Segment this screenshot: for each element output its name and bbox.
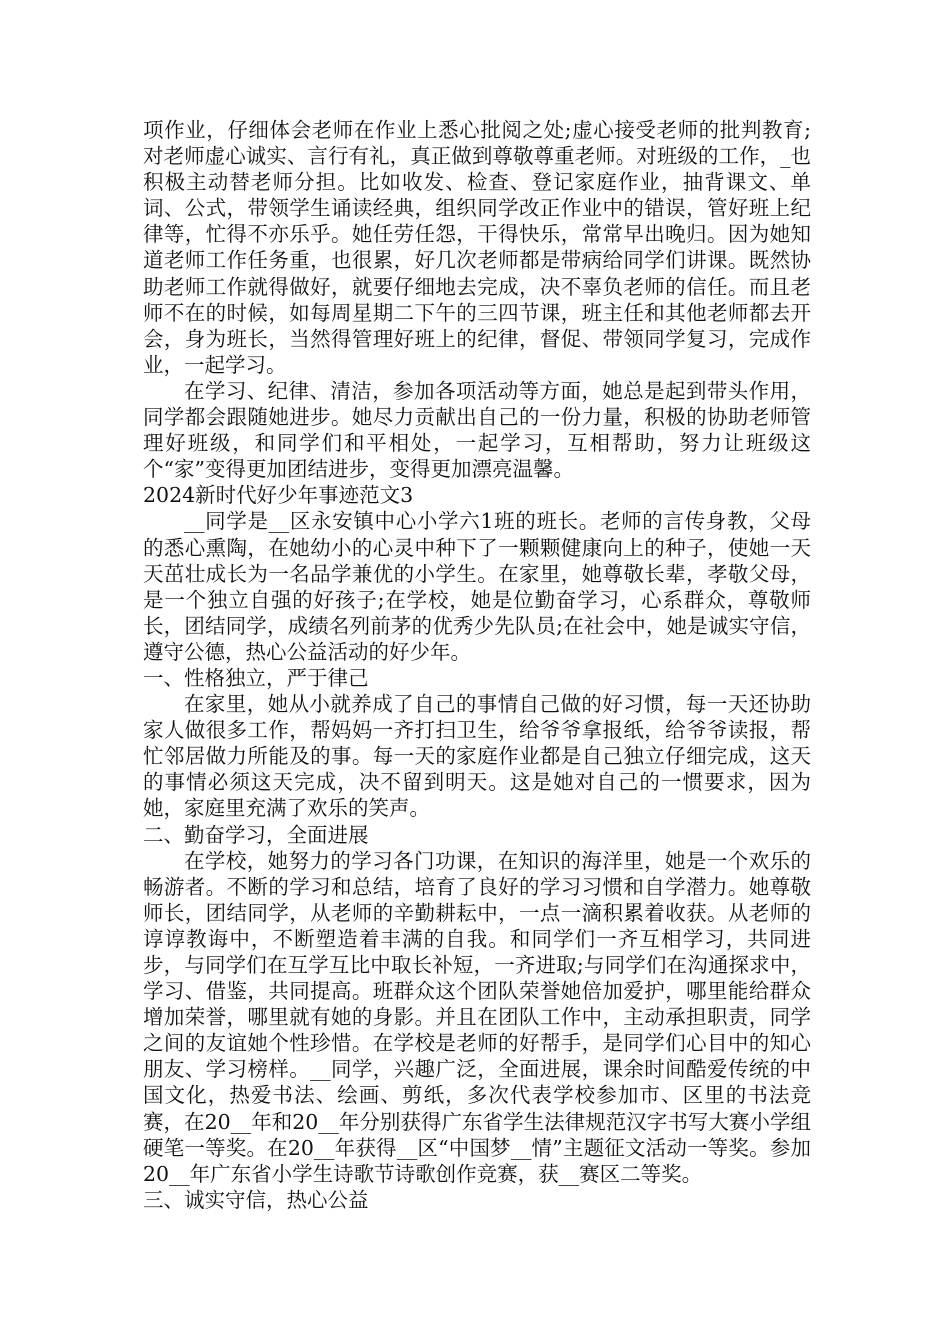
paragraph-leadership: 在学习、纪律、清洁，参加各项活动等方面，她总是起到带头作用，同学都会跟随她进步。她尽力贡献出自己的一份力量，积极的协助老师管理好班级，和同学们和平相处，一起学习，互相帮助，努力让班级这个“家”变得更加团结进步，变得更加漂亮温馨。 xyxy=(143,378,811,482)
paragraph-introduction: __同学是__区永安镇中心小学六1班的班长。老师的言传身教，父母的悉心熏陶，在她幼小的心灵中种下了一颗颗健康向上的种子，使她一天天茁壮成长为一名品学兼优的小学生。在家里，她尊敬长辈，孝敬父母，是一个独立自强的好孩子;在学校，她是位勤奋学习，心系群众，尊敬师长，团结同学，成绩名列前茅的优秀少先队员;在社会中，她是诚实守信，遵守公德，热心公益活动的好少年。 xyxy=(143,509,811,664)
subheading-diligent-study: 二、勤奋学习，全面进展 xyxy=(143,822,369,847)
subheading-independence: 一、性格独立，严于律己 xyxy=(143,665,369,690)
section-title-example-3: 2024新时代好少年事迹范文3 xyxy=(143,483,414,508)
document-body xyxy=(143,117,811,1213)
subheading-honesty: 三、诚实守信，热心公益 xyxy=(143,1187,369,1212)
paragraph-class-duties: 项作业，仔细体会老师在作业上悉心批阅之处;虚心接受老师的批判教育;对老师虚心诚实、言行有礼，真正做到尊敬尊重老师。对班级的工作，_也积极主动替老师分担。比如收发、检查、登记家庭作业，抽背课文、单词、公式，带领学生诵读经典，组织同学改正作业中的错误，管好班上纪律等，忙得不亦乐乎。她任劳任怨，干得快乐，常常早出晚归。因为她知道老师工作任务重，也很累，好几次老师都是带病给同学们讲课。既然协助老师工作就得做好，就要仔细地去完成，决不辜负老师的信任。而且老师不在的时候，如每周星期二下午的三四节课，班主任和其他老师都去开会，身为班长，当然得管理好班上的纪律，督促、带领同学复习，完成作业，一起学习。 xyxy=(143,118,811,377)
paragraph-independence: 在家里，她从小就养成了自己的事情自己做的好习惯，每一天还协助家人做很多工作，帮妈妈一齐打扫卫生，给爷爷拿报纸，给爷爷读报，帮忙邻居做力所能及的事。每一天的家庭作业都是自己独立仔细完成，这天的事情必须这天完成，决不留到明天。这是她对自己的一惯要求，因为她，家庭里充满了欢乐的笑声。 xyxy=(143,692,811,821)
paragraph-diligent-study: 在学校，她努力的学习各门功课，在知识的海洋里，她是一个欢乐的畅游者。不断的学习和总结，培育了良好的学习习惯和自学潜力。她尊敬师长，团结同学，从老师的辛勤耕耘中，一点一滴积累着收获。从老师的谆谆教诲中，不断塑造着丰满的自我。和同学们一齐互相学习，共同进步，与同学们在互学互比中取长补短，一齐进取;与同学们在沟通探求中，学习、借鉴，共同提高。班群众这个团队荣誉她倍加爱护，哪里能给群众增加荣誉，哪里就有她的身影。并且在团队工作中，主动承担职责，同学之间的友谊她个性珍惜。在学校是老师的好帮手，是同学们心目中的知心朋友、学习榜样。__同学，兴趣广泛，全面进展，课余时间酷爱传统的中国文化，热爱书法、绘画、剪纸，多次代表学校参加市、区里的书法竞赛，在20__年和20__年分别获得广东省学生法律规范汉字书写大赛小学组硬笔一等奖。在20__年获得__区“中国梦__情”主题征文活动一等奖。参加20__年广东省小学生诗歌节诗歌创作竞赛，获__赛区二等奖。 xyxy=(143,848,811,1186)
